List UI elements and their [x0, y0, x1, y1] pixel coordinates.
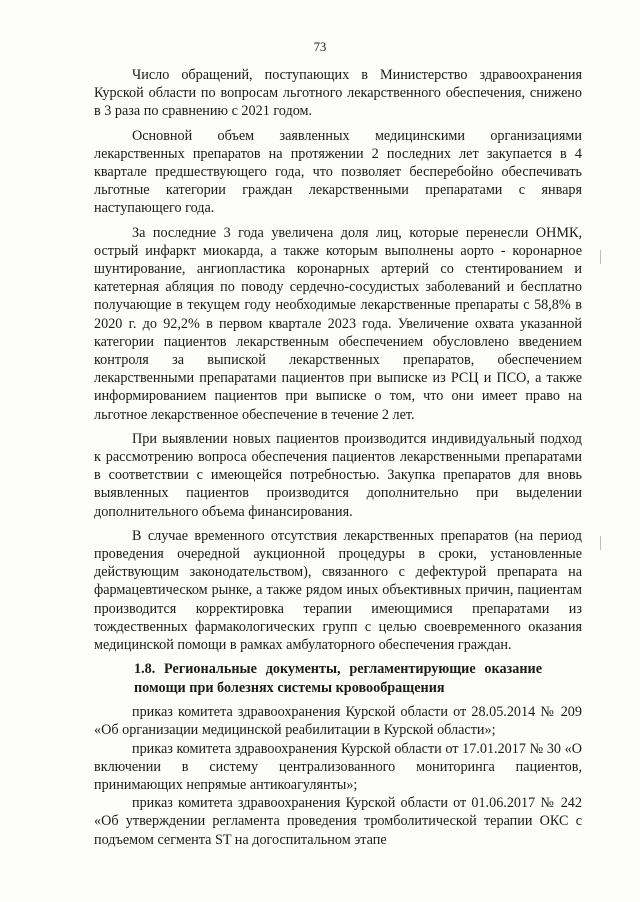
document-body [94, 66, 582, 849]
section-title: 1.8. Региональные документы, регламентирующие оказание помощи при болезнях системы кровообращения [134, 661, 542, 696]
order-item: приказ комитета здравоохранения Курской области от 17.01.2017 № 30 «О включении в систему централизованного мониторинга пациентов, принимающих непрямые антикоагулянты»; [94, 740, 582, 793]
scan-margin-mark [600, 250, 601, 264]
paragraph-appeals: Число обращений, поступающих в Министерство здравоохранения Курской области по вопросам льготного лекарственного обеспечения, снижено в 3 раза по сравнению с 2021 годом. [94, 67, 582, 120]
paragraph-procurement: Основной объем заявленных медицинскими организациями лекарственных препаратов на протяжении 2 последних лет закупается в 4 квартале предшествующего года, что позволяет бесперебойно обеспечивать льготные категории граждан лекарственными препаратами с января наступающего года. [94, 127, 582, 217]
paragraph-shortage: В случае временного отсутствия лекарственных препаратов (на период проведения очередной аукционной процедуры в сроки, установленные действующим законодательством), связанного с дефектурой препарата на фармацевтическом рынке, а также рядом иных объективных причин, пациентам производится корректировка терапии имеющимися препаратами из тождественных фармакологических групп с целью своевременного оказания медицинской помощи в рамках амбулаторного обеспечения граждан. [94, 527, 582, 654]
paragraph-coverage: За последние 3 года увеличена доля лиц, которые перенесли ОНМК, острый инфаркт миокарда, а также которым выполнены аорто - коронарное шунтирование, ангиопластика коронарных артерий со стентированием и катетерная абляция по поводу сердечно-сосудистых заболеваний и бесплатно получающие в текущем году необходимые лекарственные препараты с 58,8% в 2020 г. до 92,2% в первом квартале 2023 года. Увеличение охвата указанной категории пациентов лекарственным обеспечением обусловлено введением контроля за выпиской лекарственных препаратов, обеспечением лекарственными препаратами пациентов при выписке из РСЦ и ПСО, а также информированием пациентов при выписке о том, что они имеет право на льготное лекарственное обеспечение в течение 2 лет. [94, 224, 582, 423]
page-number: 73 [313, 40, 327, 54]
order-item: приказ комитета здравоохранения Курской области от 28.05.2014 № 209 «Об организации медицинской реабилитации в Курской области»; [94, 704, 582, 739]
scan-margin-mark [600, 536, 601, 550]
paragraph-new-patients: При выявлении новых пациентов производится индивидуальный подход к рассмотрению вопроса обеспечения пациентов лекарственными препаратами в соответствии с имеющейся потребностью. Закупка препаратов для вновь выявленных пациентов производится дополнительно при выделении дополнительного объема финансирования. [94, 430, 582, 520]
order-item: приказ комитета здравоохранения Курской области от 01.06.2017 № 242 «Об утверждении регламента проведения тромболитической терапии ОКС с подъемом сегмента ST на догоспитальном этапе [94, 795, 582, 848]
